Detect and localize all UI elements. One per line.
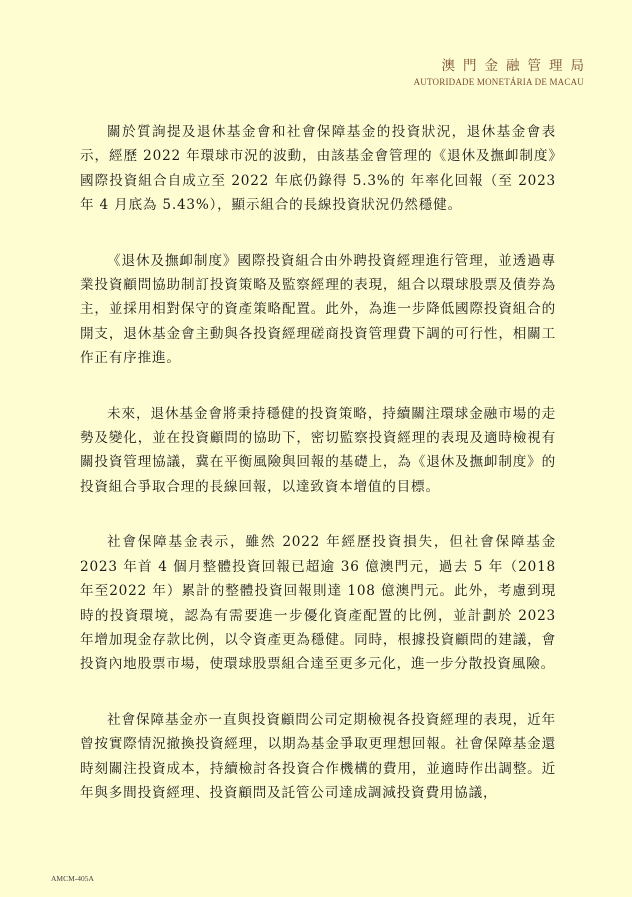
paragraph: 《退休及撫卹制度》國際投資組合由外聘投資經理進行管理，並透過專業投資顧問協助制訂投資策略及監察經理的表現，組合以環球股票及債券為主，並採用相對保守的資產策略配置。此外，為進一步降低國際投資組合的開支，退休基金會主動與各投資經理磋商投資管理費下調的可行性，相關工作正有序推進。 <box>80 252 556 367</box>
form-code: AMCM-405A <box>51 874 94 883</box>
letterhead-name-chinese: 澳門金融管理局 <box>441 58 592 74</box>
document-body <box>80 120 556 836</box>
letterhead-name-portuguese: AUTORIDADE MONETÁRIA DE MACAU <box>413 77 584 87</box>
paragraph: 社會保障基金亦一直與投資顧問公司定期檢視各投資經理的表現，近年曾按實際情況撤換投資經理，以期為基金爭取更理想回報。社會保障基金還時刻關注投資成本，持續檢討各投資合作機構的費用，並適時作出調整。近年與多間投資經理、投資顧問及託管公司達成調減投資費用協議， <box>80 711 556 801</box>
paragraph: 社會保障基金表示，雖然 2022 年經歷投資損失，但社會保障基金2023 年首 4 個月整體投資回報已超逾 36 億澳門元，過去 5 年（2018 年至2022 年）累計的整體投資回報則達 108 億澳門元。此外，考慮到現時的投資環境，認為有需要進一步優化資產配置的比例，並計劃於 2023 年增加現金存款比例，以令資產更為穩健。同時，根據投資顧問的建議，會投資內地股票市場，使環球股票組合達至更多元化，進一步分散投資風險。 <box>80 534 556 673</box>
letterhead <box>413 58 592 88</box>
paragraph: 未來，退休基金會將秉持穩健的投資策略，持續關注環球金融市場的走勢及變化，並在投資顧問的協助下，密切監察投資經理的表現及適時檢視有關投資管理協議，冀在平衡風險與回報的基礎上，為《退休及撫卹制度》的投資組合爭取合理的長線回報，以達致資本增值的目標。 <box>80 405 556 495</box>
paragraph: 關於質詢提及退休基金會和社會保障基金的投資狀況，退休基金會表示，經歷 2022 年環球市況的波動，由該基金會管理的《退休及撫卹制度》國際投資組合自成立至 2022 年底仍錄得 5.3%的 年率化回報（至 2023 年 4 月底為 5.43%），顯示組合的長線投資狀況仍然穩健。 <box>80 124 556 214</box>
